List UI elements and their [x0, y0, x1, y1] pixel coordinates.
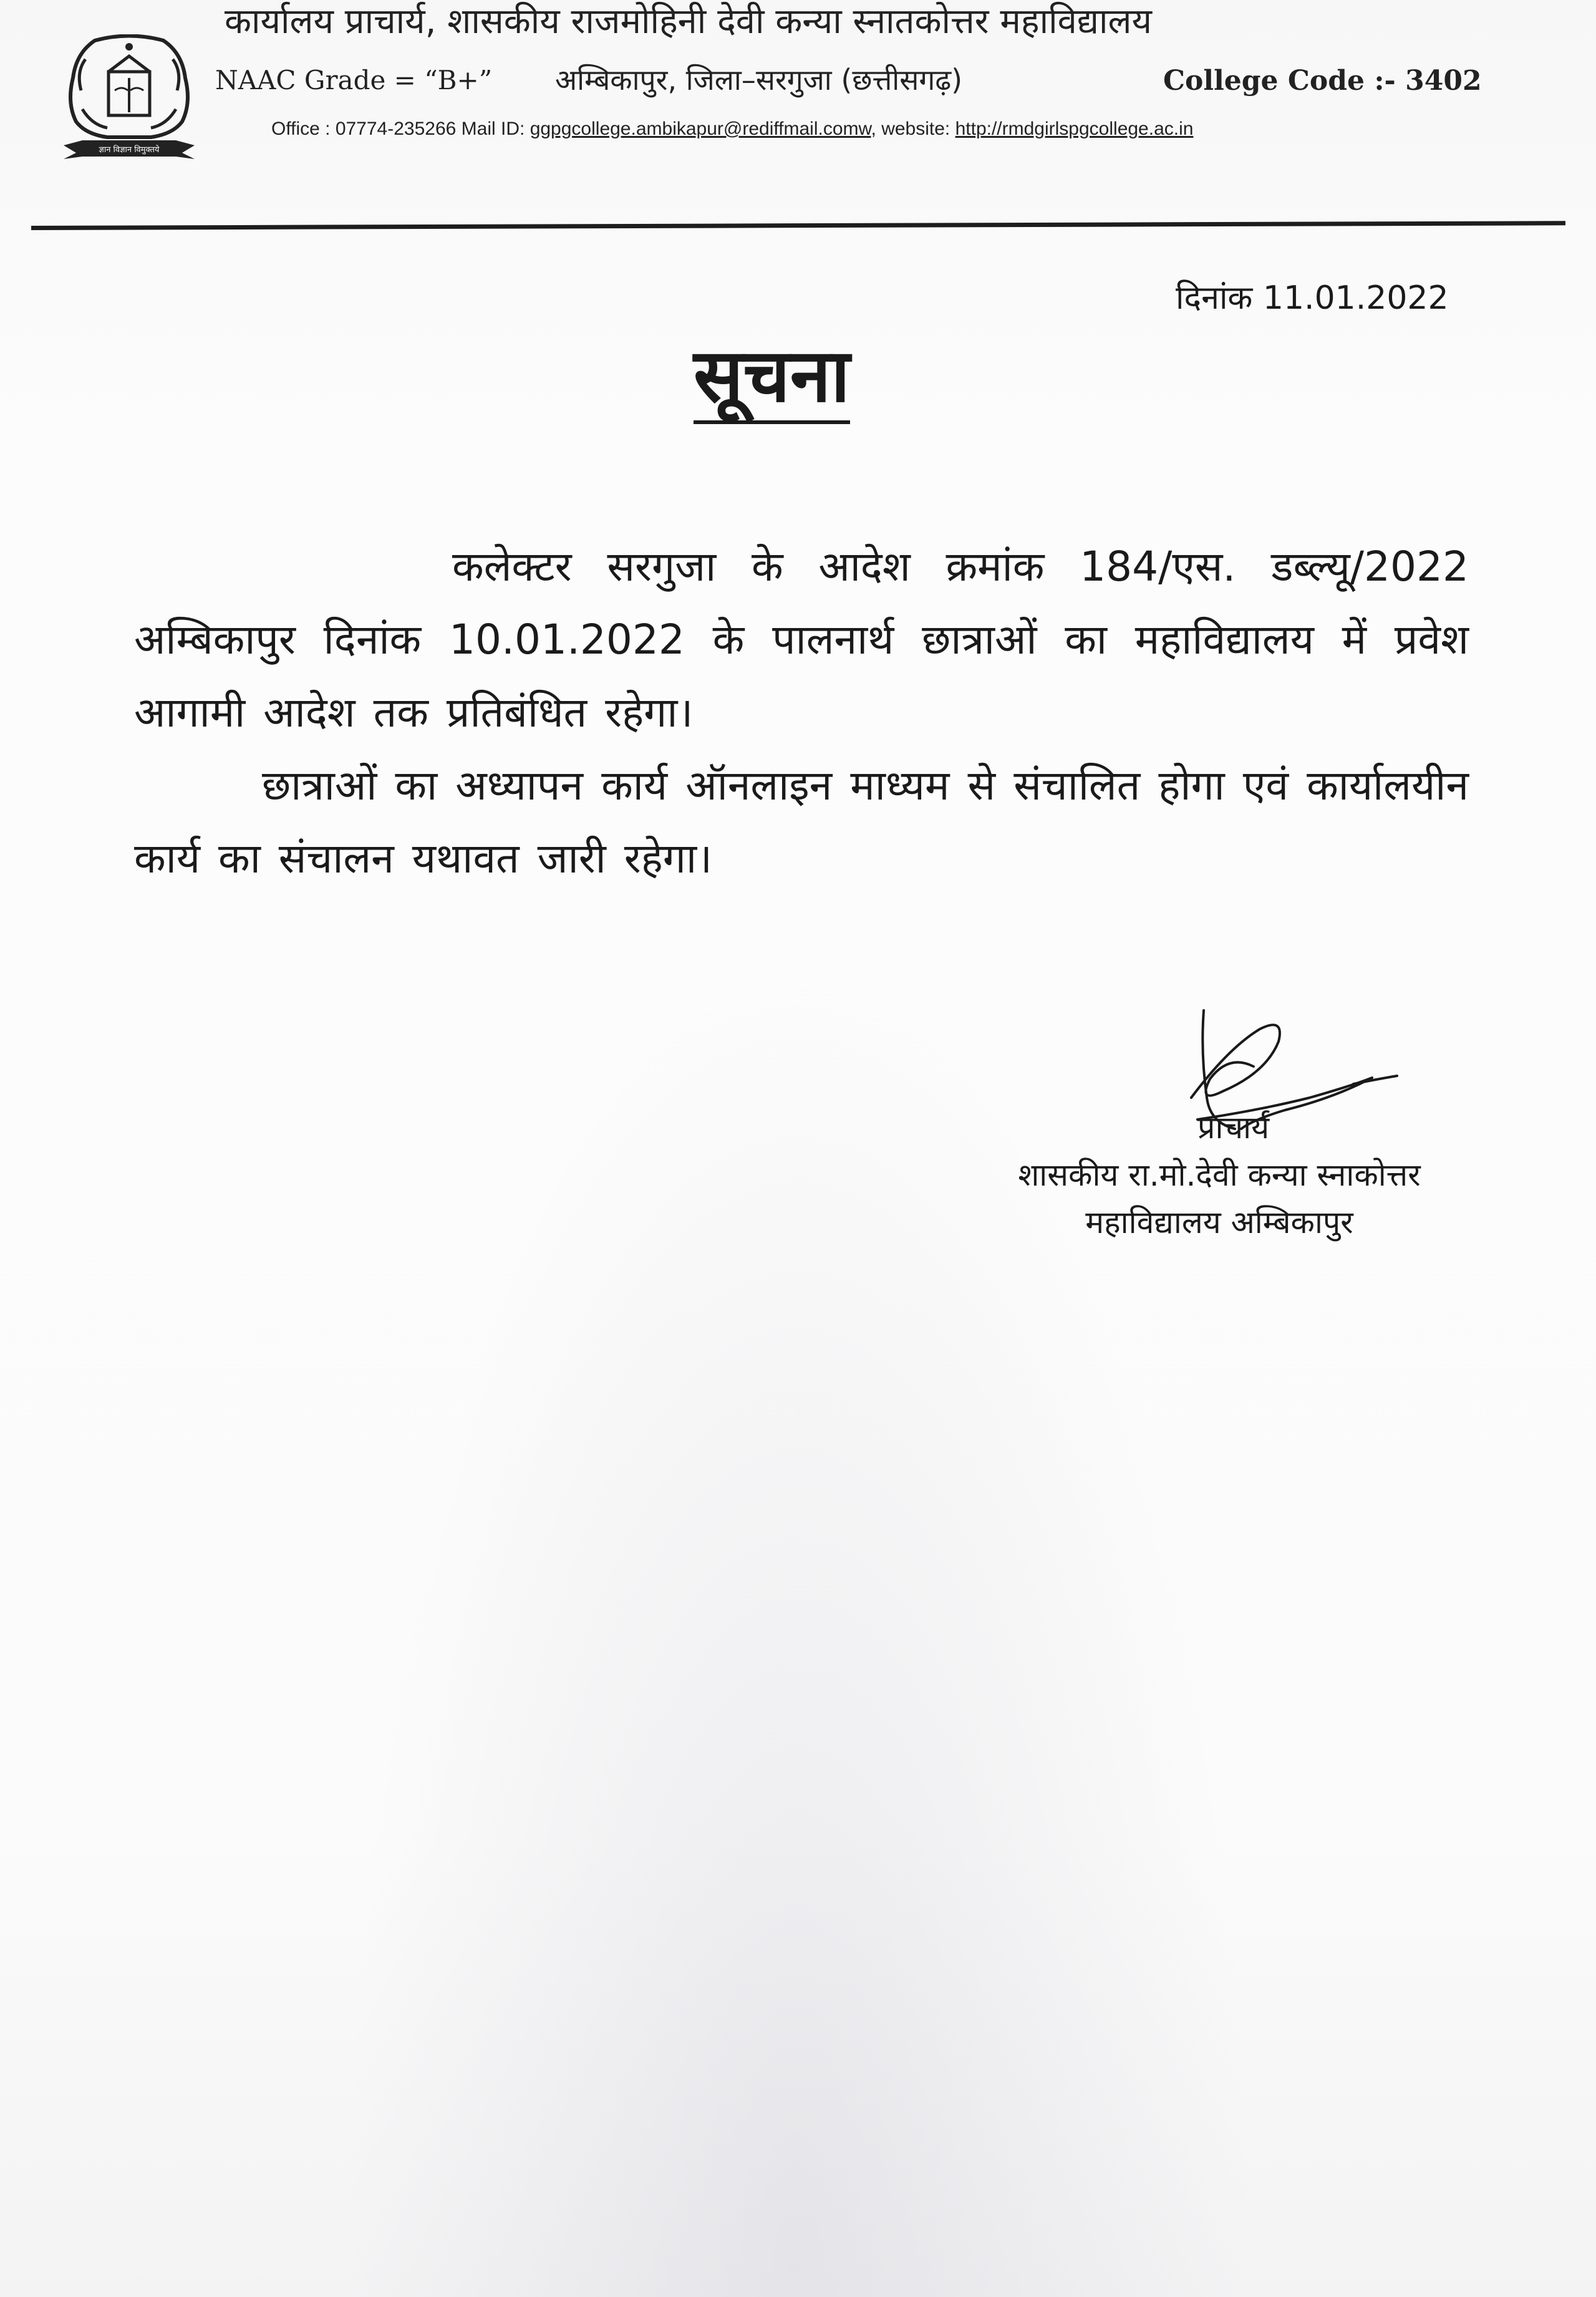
website-link[interactable]: http://rmdgirlspgcollege.ac.in — [955, 118, 1194, 139]
letterhead-info-row — [215, 60, 1482, 104]
logo-motto: ज्ञान विज्ञान विमुक्तये — [99, 145, 160, 155]
website-label: , website: — [871, 118, 955, 139]
signatory-institution-line1: शासकीय रा.मो.देवी कन्या स्नाकोत्तर — [1018, 1157, 1421, 1193]
office-phone-label: Office : 07774-235266 Mail ID: — [271, 118, 530, 139]
naac-grade: NAAC Grade = “B+” — [215, 65, 493, 95]
notice-paragraph-2: छात्राओं का अध्यापन कार्य ऑनलाइन माध्यम से संचालित होगा एवं कार्यालयीन कार्य का संचालन यथावत जारी रहेगा। — [134, 762, 1469, 883]
notice-paragraph-1: कलेक्टर सरगुजा के आदेश क्रमांक 184/एस. डब्ल्यू/2022 अम्बिकापुर दिनांक 10.01.2022 के पालनार्थ छात्राओं का महाविद्यालय में प्रवेश आगामी आदेश तक प्रतिबंधित रहेगा। — [134, 543, 1469, 737]
notice-title: सूचना — [694, 336, 850, 424]
college-logo-emblem — [57, 34, 201, 165]
signatory-title: प्राचार्य — [1197, 1110, 1270, 1146]
notice-date: दिनांक 11.01.2022 — [1176, 279, 1449, 317]
contact-line — [271, 118, 1193, 140]
college-location: अम्बिकापुर, जिला–सरगुजा (छत्तीसगढ़) — [555, 63, 963, 97]
email-link[interactable]: ggpgcollege.ambikapur@rediffmail.comw — [530, 118, 871, 139]
office-heading: कार्यालय प्राचार्य, शासकीय राजमोहिनी देवी कन्या स्नातकोत्तर महाविद्यालय — [225, 1, 1152, 42]
college-code: College Code :- 3402 — [1163, 65, 1482, 97]
signatory-block — [960, 1104, 1478, 1246]
notice-body — [134, 530, 1469, 895]
letterhead — [0, 0, 1596, 187]
signatory-institution-line2: महाविद्यालय अम्बिकापुर — [1085, 1204, 1353, 1240]
header-divider — [31, 221, 1565, 230]
